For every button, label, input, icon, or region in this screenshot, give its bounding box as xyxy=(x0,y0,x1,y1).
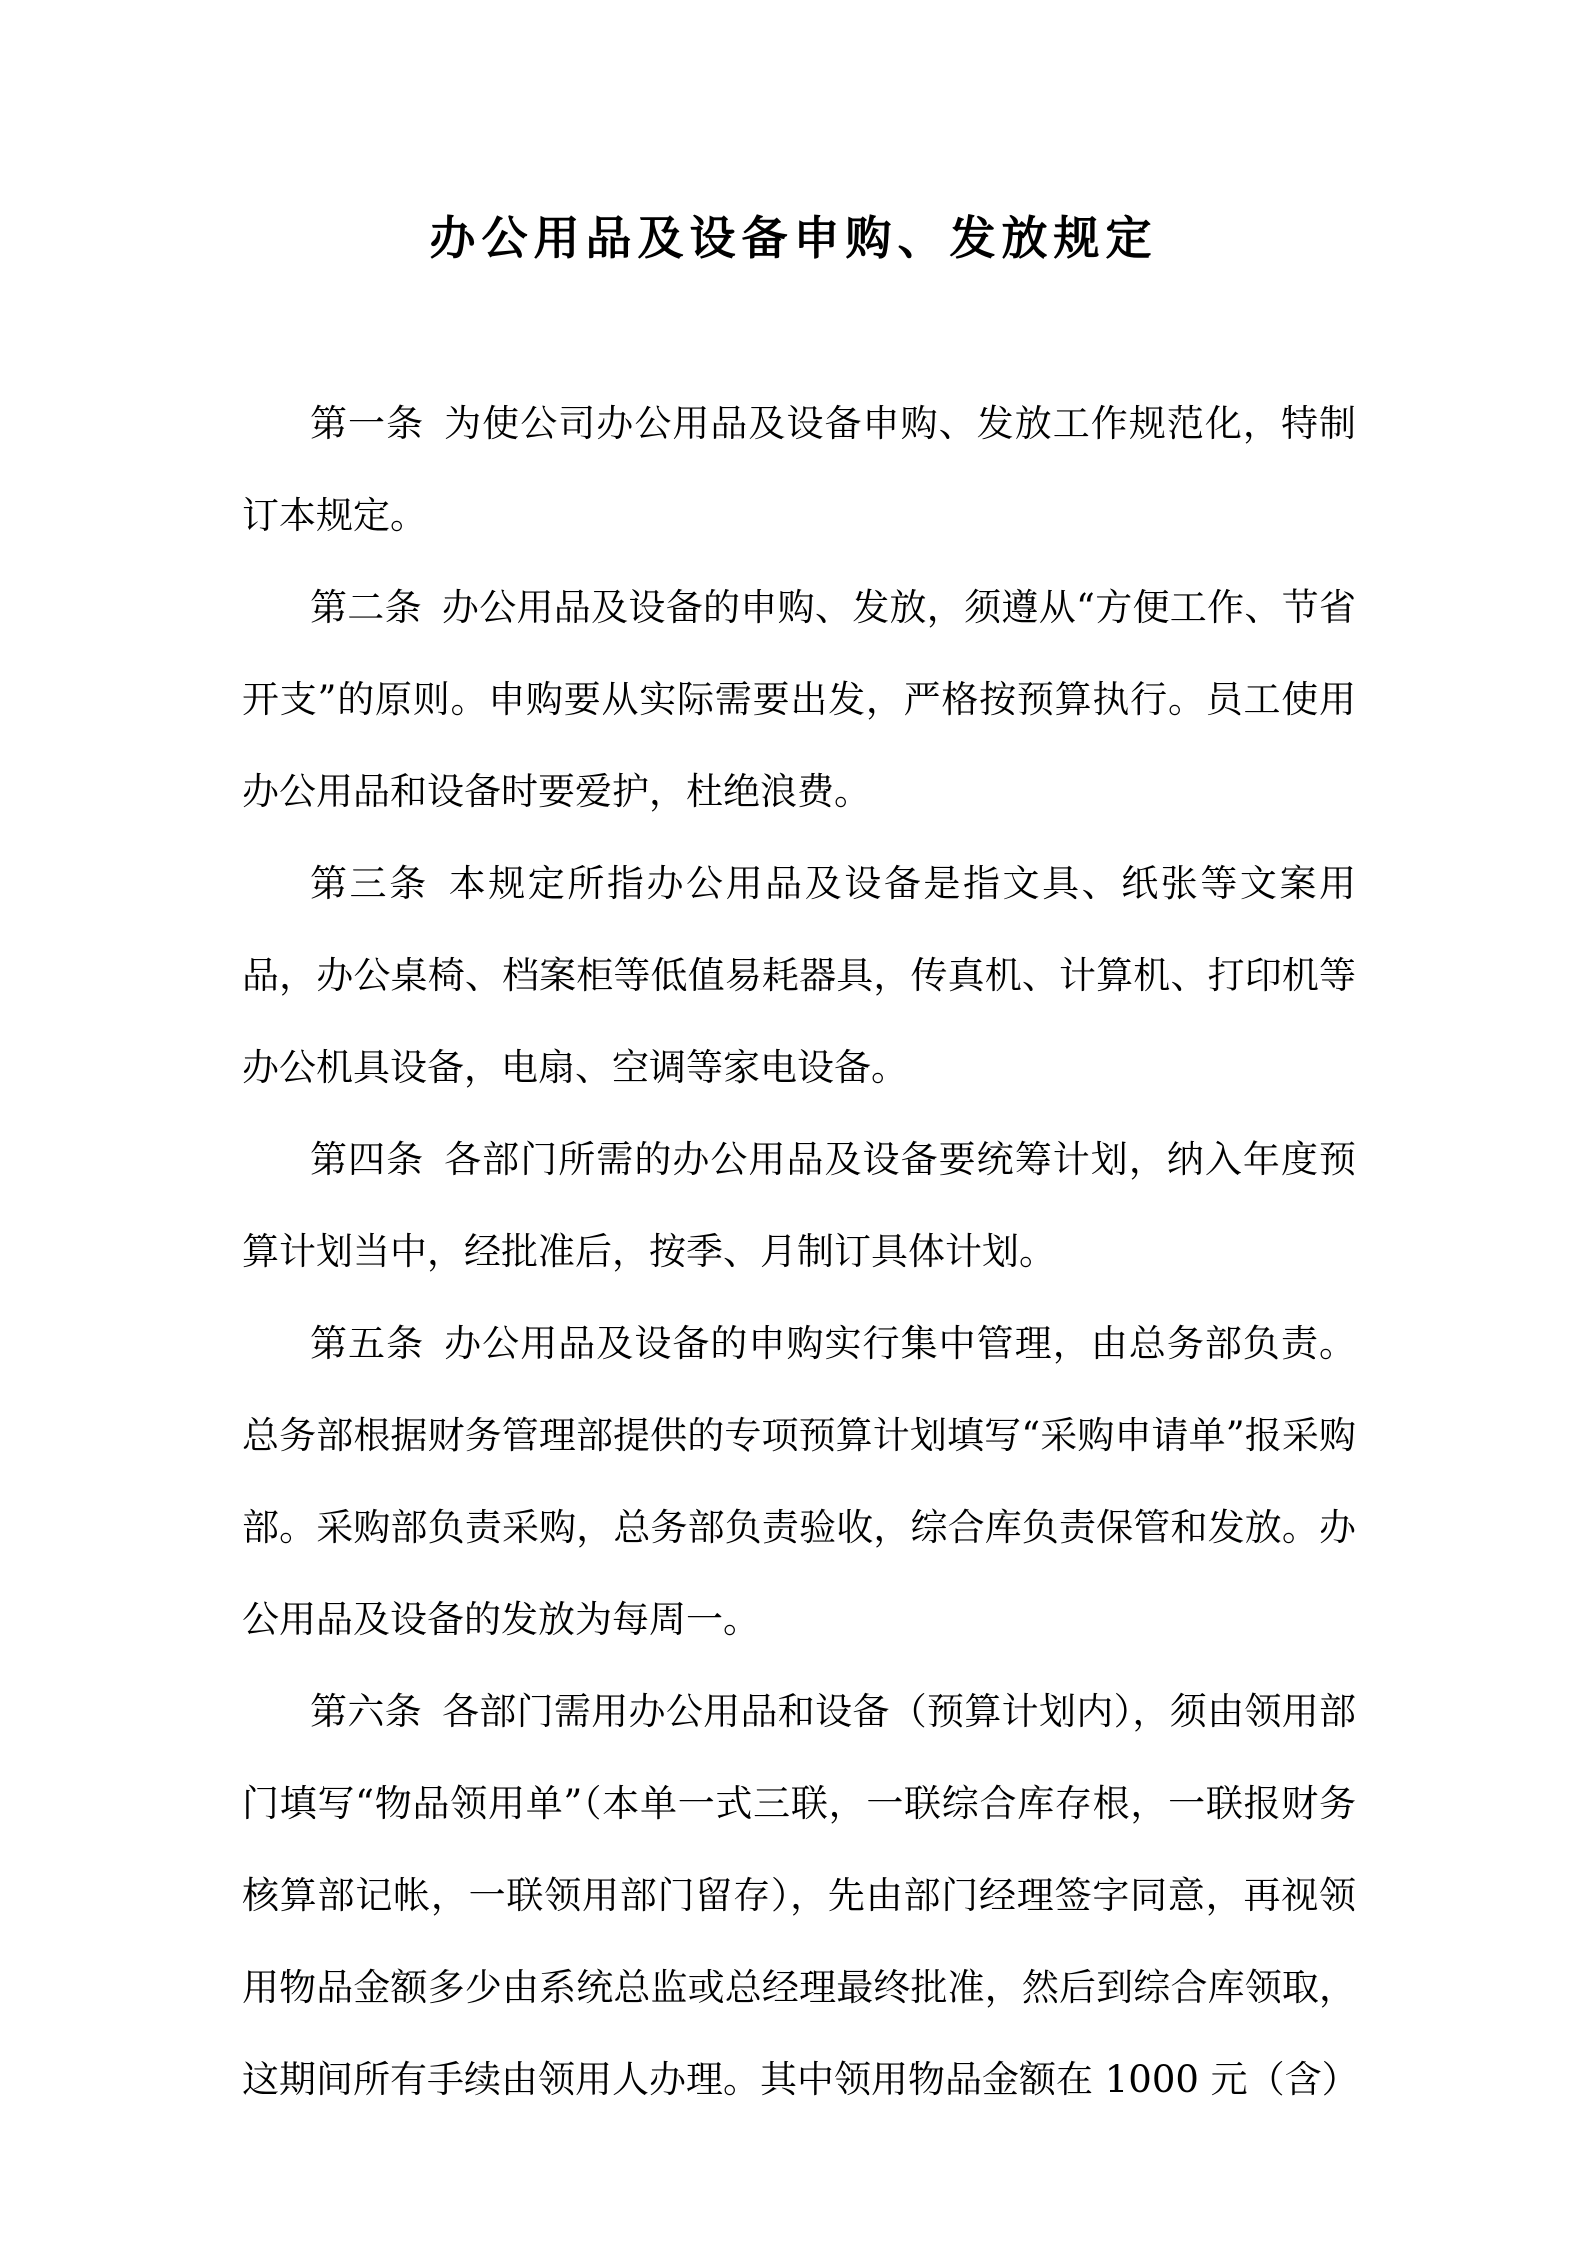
article-4 xyxy=(242,1114,1356,1298)
article-number: 第一条 xyxy=(310,402,425,445)
article-1 xyxy=(242,378,1356,562)
article-number: 第四条 xyxy=(310,1138,425,1181)
article-number: 第五条 xyxy=(310,1322,425,1365)
article-number: 第六条 xyxy=(310,1690,422,1733)
article-text: 办公用品及设备的申购实行集中管理，由总务部负责。总务部根据财务管理部提供的专项预算计划填写“采购申请单”报采购部。采购部负责采购，总务部负责验收，综合库负责保管和发放。办公用品及设备的发放为每周一。 xyxy=(242,1322,1357,1641)
article-2 xyxy=(242,562,1356,838)
article-6 xyxy=(242,1666,1359,2126)
article-text: 本规定所指办公用品及设备是指文具、纸张等文案用品，办公桌椅、档案柜等低值易耗器具，传真机、计算机、打印机等办公机具设备，电扇、空调等家电设备。 xyxy=(242,862,1357,1089)
document-title: 办公用品及设备申购、发放规定 xyxy=(429,211,1158,265)
article-text: 为使公司办公用品及设备申购、发放工作规范化，特制订本规定。 xyxy=(242,402,1357,537)
article-text: 各部门所需的办公用品及设备要统筹计划，纳入年度预算计划当中，经批准后，按季、月制订具体计划。 xyxy=(242,1138,1357,1273)
article-5 xyxy=(242,1298,1356,1666)
document-body xyxy=(242,378,1359,2126)
article-text: 各部门需用办公用品和设备（预算计划内），须由领用部门填写“物品领用单”（本单一式三联，一联综合库存根，一联报财务核算部记帐，一联领用部门留存），先由部门经理签字同意，再视领用物品金额多少由系统总监或总经理最终批准，然后到综合库领取，这期间所有手续由领用人办理。其中领用物品金额在 1000 元（含） xyxy=(242,1690,1359,2101)
article-text: 办公用品及设备的申购、发放，须遵从“方便工作、节省开支”的原则。申购要从实际需要出发，严格按预算执行。员工使用办公用品和设备时要爱护，杜绝浪费。 xyxy=(242,586,1357,813)
article-number: 第二条 xyxy=(310,586,422,629)
article-3 xyxy=(242,838,1356,1114)
article-number: 第三条 xyxy=(310,862,429,905)
